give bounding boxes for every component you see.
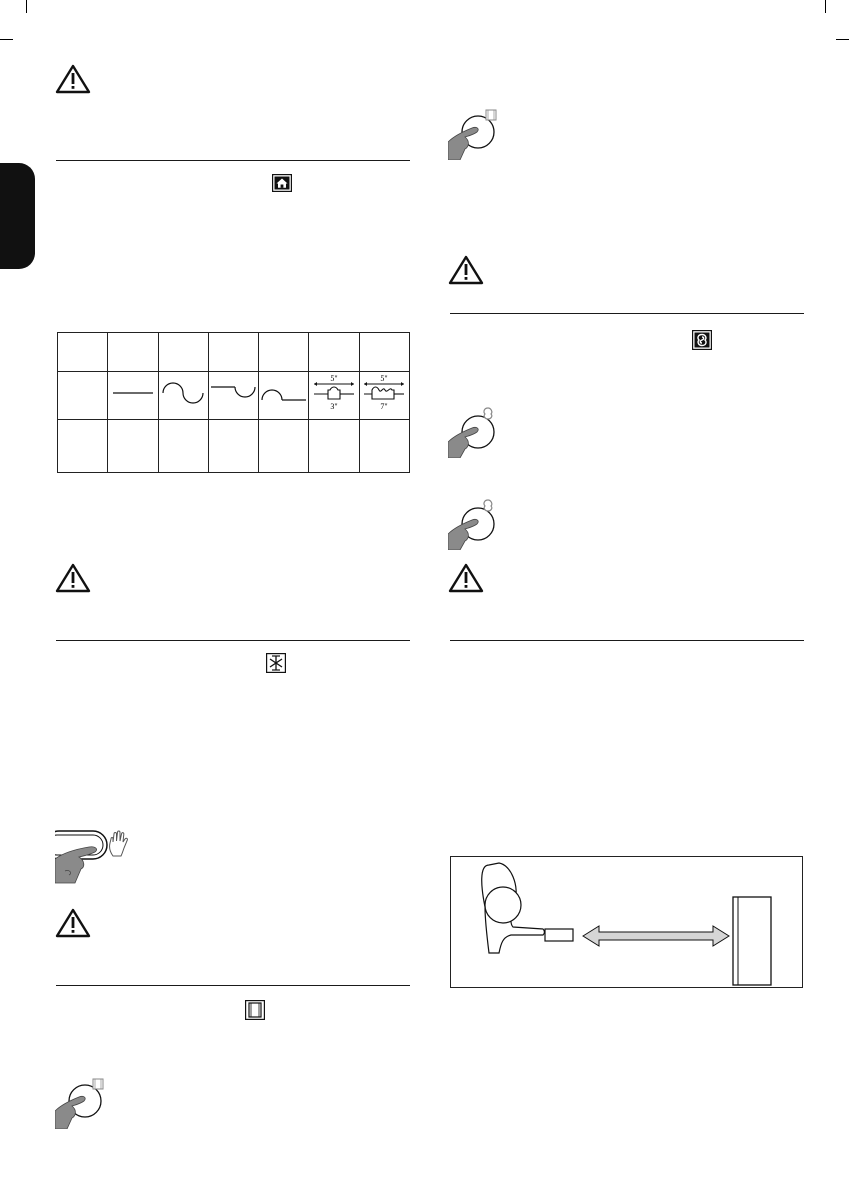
warning-triangle-icon	[55, 64, 91, 94]
table-cell	[58, 372, 108, 420]
section-divider	[450, 313, 804, 314]
table-cell	[259, 420, 309, 473]
crop-mark-vertical	[26, 0, 27, 13]
table-cell	[208, 420, 258, 473]
table-cell	[208, 333, 258, 372]
pulse-top-label: 5"	[330, 374, 338, 383]
home-icon	[272, 174, 292, 192]
finger-press-icon	[448, 498, 508, 555]
table-row	[58, 372, 410, 420]
table-row	[58, 333, 410, 372]
warning-triangle-icon	[55, 908, 91, 938]
section-divider	[56, 985, 410, 986]
remote-distance-illustration	[450, 856, 803, 988]
pulse-top-label: 5"	[380, 374, 388, 383]
finger-press-icon	[448, 108, 508, 165]
language-side-tab	[0, 163, 35, 269]
warning-triangle-icon	[55, 563, 91, 593]
swirl-icon	[692, 330, 712, 350]
section-divider	[450, 640, 804, 641]
film-frame-icon	[245, 1000, 265, 1020]
waveform-flat	[108, 372, 158, 420]
table-cell	[309, 333, 359, 372]
finger-press-icon	[55, 1077, 115, 1134]
table-cell	[158, 420, 208, 473]
waveform-pulse-3	[309, 372, 359, 420]
table-cell	[359, 333, 409, 372]
table-cell	[58, 333, 108, 372]
section-divider	[56, 640, 410, 641]
air-conditioner-unit	[733, 897, 771, 985]
distance-arrow	[583, 926, 729, 946]
table-cell	[259, 333, 309, 372]
waveform-half-sine-down	[208, 372, 258, 420]
crop-mark-vertical	[825, 0, 826, 13]
finger-press-icon	[448, 406, 508, 463]
table-cell	[108, 420, 158, 473]
crop-mark-horizontal	[836, 39, 849, 40]
mode-table	[57, 332, 410, 473]
warning-triangle-icon	[448, 563, 484, 593]
table-row	[58, 420, 410, 473]
remote-control	[545, 929, 573, 941]
section-divider	[56, 160, 410, 161]
hand-stop-icon	[107, 830, 131, 863]
pulse-bottom-label: 3"	[330, 402, 338, 411]
warning-triangle-icon	[448, 255, 484, 285]
waveform-sine	[158, 372, 208, 420]
crop-mark-horizontal	[0, 39, 13, 40]
table-cell	[58, 420, 108, 473]
waveform-pulse-7	[359, 372, 409, 420]
table-cell	[359, 420, 409, 473]
table-cell	[309, 420, 359, 473]
pulse-bottom-label: 7"	[380, 402, 388, 411]
table-cell	[158, 333, 208, 372]
table-cell	[108, 333, 158, 372]
waveform-half-sine-up	[259, 372, 309, 420]
snowflake-icon	[266, 653, 286, 673]
